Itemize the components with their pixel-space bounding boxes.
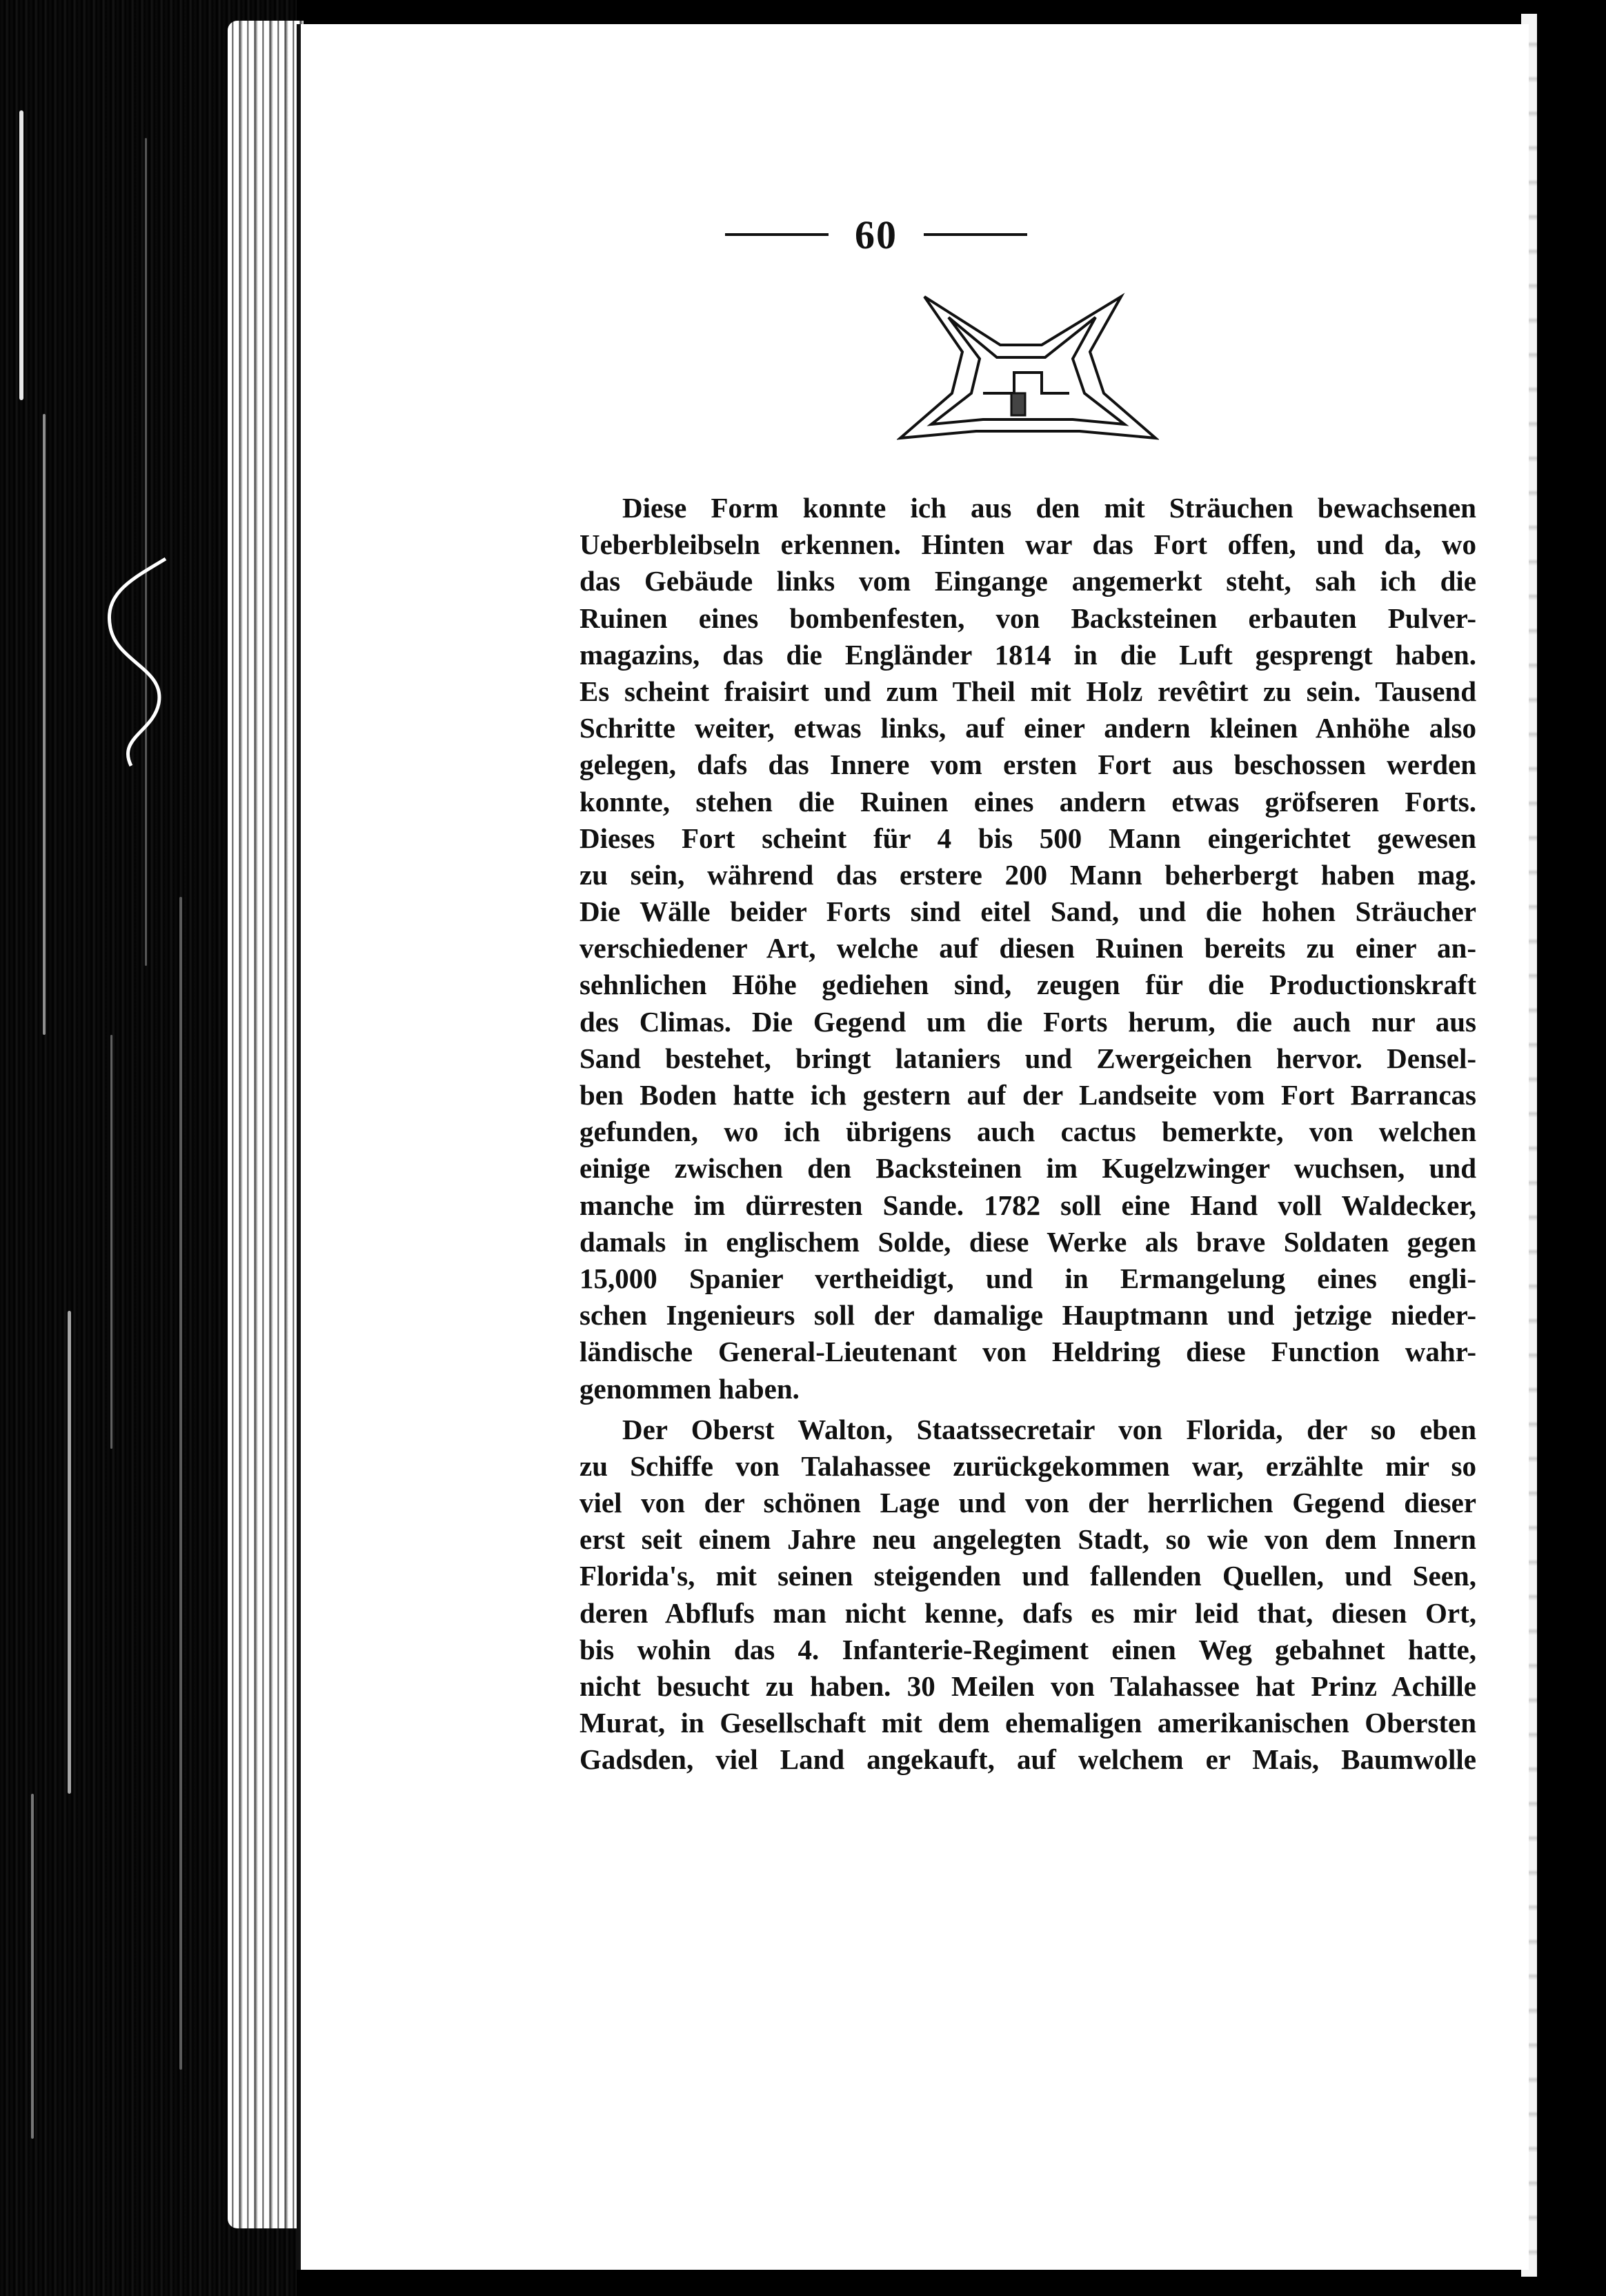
text-line: Ruinen eines bombenfesten, von Backsteinen erbauten Pulver- xyxy=(579,602,1476,634)
text-line: ben Boden hatte ich gestern auf der Landseite vom Fort Barrancas xyxy=(579,1079,1476,1111)
text-line: das Gebäude links vom Eingange angemerkt steht, sah ich die xyxy=(579,565,1476,597)
text-line: bis wohin das 4. Infanterie-Regiment einen Weg gebahnet hatte, xyxy=(579,1633,1476,1665)
text-line: manche im dürresten Sande. 1782 soll eine Hand voll Waldecker, xyxy=(579,1189,1476,1221)
text-line: Der Oberst Walton, Staatssecretair von Florida, der so eben xyxy=(622,1413,1476,1445)
text-line: ländische General-Lieutenant von Heldring diese Function wahr- xyxy=(579,1336,1476,1368)
text-line: nicht besucht zu haben. 30 Meilen von Talahassee hat Prinz Achille xyxy=(579,1670,1476,1702)
text-line: damals in englischem Solde, diese Werke als brave Soldaten gegen xyxy=(579,1225,1476,1258)
text-line: erst seit einem Jahre neu angelegten Stadt, so wie von dem Innern xyxy=(579,1523,1476,1556)
text-line: Florida's, mit seinen steigenden und fallenden Quellen, und Seen, xyxy=(579,1560,1476,1592)
text-line: zu sein, während das erstere 200 Mann beherbergt haben mag. xyxy=(579,858,1476,891)
page-edges xyxy=(228,21,304,2228)
text-line: einige zwischen den Backsteinen im Kugelzwinger wuchsen, und xyxy=(579,1152,1476,1185)
text-line: Schritte weiter, etwas links, auf einer andern kleinen Anhöhe also xyxy=(579,712,1476,744)
text-line: 15,000 Spanier vertheidigt, und in Ermangelung eines engli- xyxy=(579,1262,1476,1294)
header-rule-right xyxy=(924,233,1027,236)
text-line: magazins, das die Engländer 1814 in die Luft gesprengt haben. xyxy=(579,638,1476,671)
text-line: Gadsden, viel Land angekauft, auf welchem er Mais, Baumwolle xyxy=(579,1743,1476,1776)
text-line: viel von der schönen Lage und von der herrlichen Gegend dieser xyxy=(579,1487,1476,1519)
text-line: schen Ingenieurs soll der damalige Hauptmann und jetzige nieder- xyxy=(579,1299,1476,1332)
fort-plan-diagram xyxy=(897,290,1159,455)
text-line: konnte, stehen die Ruinen eines andern etwas gröfseren Forts. xyxy=(579,785,1476,818)
text-line: deren Abflufs man nicht kenne, dafs es mir leid that, diesen Ort, xyxy=(579,1596,1476,1629)
text-line: gelegen, dafs das Innere vom ersten Fort aus beschossen werden xyxy=(579,749,1476,781)
header-rule-left xyxy=(725,233,829,236)
text-line: verschiedener Art, welche auf diesen Ruinen bereits zu einer an- xyxy=(579,932,1476,964)
text-line: des Climas. Die Gegend um die Forts herum, die auch nur aus xyxy=(579,1005,1476,1038)
page-number: 60 xyxy=(855,212,898,257)
body-text xyxy=(579,490,1476,1779)
text-line: Murat, in Gesellschaft mit dem ehemaligen amerikanischen Obersten xyxy=(579,1707,1476,1739)
text-line: genommen haben. xyxy=(579,1372,800,1405)
text-line: zu Schiffe von Talahassee zurückgekommen war, erzählte mir so xyxy=(579,1449,1476,1482)
text-line: Die Wälle beider Forts sind eitel Sand, und die hohen Sträucher xyxy=(579,895,1476,928)
text-line: Ueberbleibseln erkennen. Hinten war das Fort offen, und da, wo xyxy=(579,528,1476,561)
powder-magazine-mark xyxy=(1011,393,1025,415)
binding-thread xyxy=(90,552,186,773)
text-line: Es scheint fraisirt und zum Theil mit Holz revêtirt zu sein. Tausend xyxy=(579,675,1476,707)
right-margin xyxy=(1537,0,1606,2296)
text-line: sehnlichen Höhe gediehen sind, zeugen für die Productionskraft xyxy=(579,969,1476,1001)
text-line: Diese Form konnte ich aus den mit Sträuchen bewachsenen xyxy=(622,492,1476,524)
text-line: Sand bestehet, bringt lataniers und Zwergeichen hervor. Densel- xyxy=(579,1042,1476,1074)
text-line: gefunden, wo ich übrigens auch cactus bemerkte, von welchen xyxy=(579,1116,1476,1148)
text-line: Dieses Fort scheint für 4 bis 500 Mann eingerichtet gewesen xyxy=(579,822,1476,854)
page-header xyxy=(593,204,1159,266)
